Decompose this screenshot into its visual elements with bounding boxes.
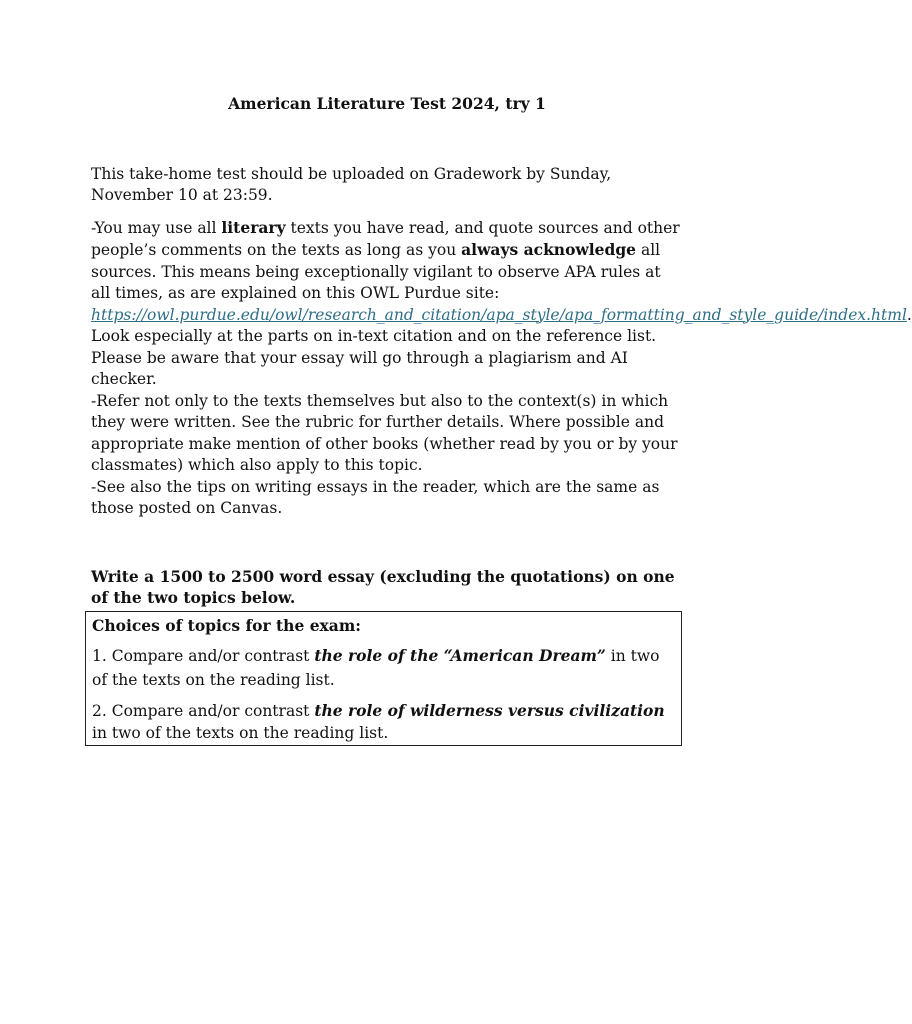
rule-sources <box>91 217 912 391</box>
topic-2-suffix: in two of the texts on the reading list. <box>92 724 389 742</box>
topic-2-prefix: 2. Compare and/or contrast <box>92 702 315 720</box>
topic-1-emphasis: the role of the “American Dream” <box>314 646 606 665</box>
topic-item <box>92 700 675 744</box>
rules-section <box>91 217 912 520</box>
topic-1-suffix: in two of the texts on the reading list. <box>92 647 660 689</box>
intro-paragraph: This take-home test should be uploaded on Gradework by Sunday, November 10 at 23:59. <box>91 164 612 204</box>
rule-sources-text-3: all sources. This means being exceptionally vigilant to observe APA rules at all times, as are explained on this OWL Purdue site: <box>91 241 661 302</box>
rule-tips: -See also the tips on writing essays in the reader, which are the same as those posted on Canvas. <box>91 477 660 517</box>
owl-purdue-link[interactable]: https://owl.purdue.edu/owl/research_and_citation/apa_style/apa_formatting_and_style_guide/index.html <box>91 305 907 324</box>
document-title: American Literature Test 2024, try 1 <box>228 94 546 113</box>
topic-1-prefix: 1. Compare and/or contrast <box>92 647 315 665</box>
rule-sources-text-1: -You may use all <box>91 218 222 237</box>
topics-table <box>85 611 682 747</box>
assignment-instruction: Write a 1500 to 2500 word essay (excluding the quotations) on one of the two topics below. <box>91 566 675 607</box>
rule-sources-text-4: . Look especially at the parts on in-text citation and on the reference list. Please be aware that your essay will go through a plagiarism and AI checker. <box>91 305 912 388</box>
topic-2-emphasis: the role of wilderness versus civilization <box>314 701 665 720</box>
topic-item <box>92 644 675 692</box>
rule-sources-text-2: texts you have read, and quote sources and other people’s comments on the texts as long as you <box>91 218 680 259</box>
topics-heading: Choices of topics for the exam: <box>92 615 361 635</box>
rule-sources-bold-acknowledge: always acknowledge <box>461 240 637 259</box>
document-body <box>91 93 912 746</box>
rule-sources-bold-literary: literary <box>221 217 286 237</box>
rule-context: -Refer not only to the texts themselves but also to the context(s) in which they were written. See the rubric for further details. Where possible and appropriate make mention of other books (whether read by you or by your classmates) which also apply to this topic. <box>91 391 678 474</box>
